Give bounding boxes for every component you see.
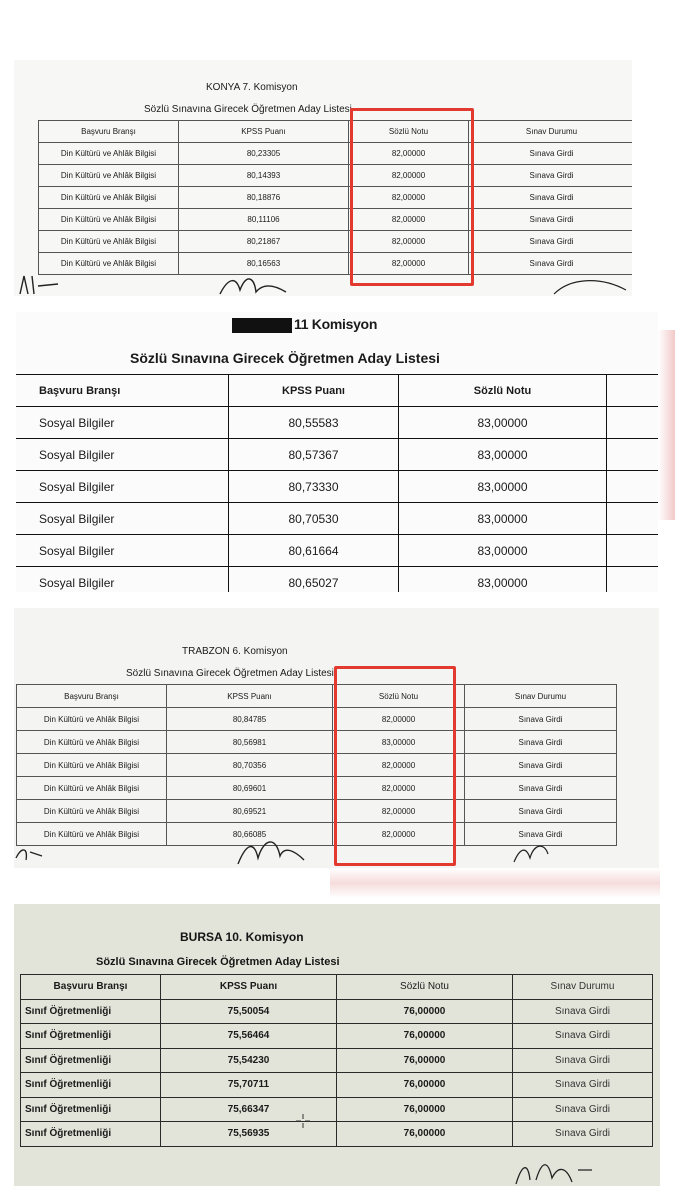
cell-kpss: 80,11106 bbox=[179, 209, 349, 231]
cell-status: Sınava Girdi bbox=[469, 253, 633, 275]
cell-status: Sınava Girdi bbox=[513, 1024, 653, 1049]
table-row bbox=[21, 1073, 653, 1098]
cell-empty bbox=[607, 503, 659, 535]
table-row bbox=[17, 754, 617, 777]
cell-status: Sınava Girdi bbox=[465, 708, 617, 731]
table-row bbox=[17, 800, 617, 823]
table-row bbox=[16, 407, 658, 439]
candidate-table bbox=[38, 120, 632, 275]
cell-kpss: 80,61664 bbox=[229, 535, 399, 567]
table-row bbox=[17, 708, 617, 731]
cell-oral-grade: 76,00000 bbox=[337, 1024, 513, 1049]
cell-oral-grade: 76,00000 bbox=[337, 1097, 513, 1122]
table-row bbox=[21, 1122, 653, 1147]
cell-kpss: 75,56464 bbox=[161, 1024, 337, 1049]
cell-kpss: 75,54230 bbox=[161, 1048, 337, 1073]
cell-branch: Din Kültürü ve Ahlâk Bilgisi bbox=[39, 231, 179, 253]
header-kpss: KPSS Puanı bbox=[161, 975, 337, 1000]
cell-oral-grade: 83,00000 bbox=[333, 731, 465, 754]
cell-status: Sınava Girdi bbox=[469, 165, 633, 187]
table-header-row bbox=[16, 375, 658, 407]
signature-marks bbox=[14, 272, 632, 296]
cell-oral-grade: 82,00000 bbox=[349, 165, 469, 187]
table-header-row bbox=[39, 121, 633, 143]
cell-branch: Sosyal Bilgiler bbox=[16, 471, 229, 503]
table-row bbox=[21, 1097, 653, 1122]
cell-status: Sınava Girdi bbox=[469, 231, 633, 253]
cell-oral-grade: 82,00000 bbox=[333, 754, 465, 777]
bursa-document-panel bbox=[14, 904, 660, 1186]
cell-kpss: 75,50054 bbox=[161, 999, 337, 1024]
photo-edge-artifact bbox=[330, 868, 660, 898]
cell-branch: Sınıf Öğretmenliği bbox=[21, 1048, 161, 1073]
list-title: Sözlü Sınavına Girecek Öğretmen Aday Listesi bbox=[126, 668, 334, 679]
cell-kpss: 80,66085 bbox=[167, 823, 333, 846]
header-exam-status: Sınav Durumu bbox=[465, 685, 617, 708]
cell-kpss: 75,56935 bbox=[161, 1122, 337, 1147]
header-oral-grade: Sözlü Notu bbox=[349, 121, 469, 143]
header-kpss: KPSS Puanı bbox=[167, 685, 333, 708]
cell-status: Sınava Girdi bbox=[513, 1122, 653, 1147]
cell-kpss: 80,56981 bbox=[167, 731, 333, 754]
cell-branch: Sosyal Bilgiler bbox=[16, 407, 229, 439]
commission-title: 11 Komisyon bbox=[232, 316, 377, 333]
cell-branch: Din Kültürü ve Ahlâk Bilgisi bbox=[39, 187, 179, 209]
header-oral-grade: Sözlü Notu bbox=[333, 685, 465, 708]
cell-oral-grade: 83,00000 bbox=[399, 471, 607, 503]
cell-branch: Din Kültürü ve Ahlâk Bilgisi bbox=[17, 708, 167, 731]
cell-status: Sınava Girdi bbox=[465, 754, 617, 777]
table-row bbox=[39, 209, 633, 231]
cell-oral-grade: 83,00000 bbox=[399, 567, 607, 593]
cell-oral-grade: 82,00000 bbox=[349, 143, 469, 165]
header-branch: Başvuru Branşı bbox=[21, 975, 161, 1000]
table-row bbox=[39, 165, 633, 187]
cell-kpss: 80,69601 bbox=[167, 777, 333, 800]
cell-oral-grade: 82,00000 bbox=[333, 823, 465, 846]
cell-branch: Sınıf Öğretmenliği bbox=[21, 1073, 161, 1098]
candidate-table bbox=[16, 684, 617, 846]
cell-empty bbox=[607, 471, 659, 503]
cell-kpss: 80,16563 bbox=[179, 253, 349, 275]
cell-oral-grade: 76,00000 bbox=[337, 999, 513, 1024]
cell-kpss: 80,55583 bbox=[229, 407, 399, 439]
cell-status: Sınava Girdi bbox=[465, 731, 617, 754]
cell-kpss: 80,70530 bbox=[229, 503, 399, 535]
cell-branch: Sınıf Öğretmenliği bbox=[21, 999, 161, 1024]
table-row bbox=[16, 439, 658, 471]
cell-status: Sınava Girdi bbox=[513, 999, 653, 1024]
cell-kpss: 80,65027 bbox=[229, 567, 399, 593]
cell-oral-grade: 82,00000 bbox=[333, 800, 465, 823]
cell-oral-grade: 82,00000 bbox=[333, 708, 465, 731]
table-row bbox=[17, 731, 617, 754]
commission-title: TRABZON 6. Komisyon bbox=[182, 646, 288, 657]
cell-oral-grade: 76,00000 bbox=[337, 1048, 513, 1073]
header-kpss: KPSS Puanı bbox=[179, 121, 349, 143]
cell-status: Sınava Girdi bbox=[465, 823, 617, 846]
cell-branch: Din Kültürü ve Ahlâk Bilgisi bbox=[39, 165, 179, 187]
header-kpss: KPSS Puanı bbox=[229, 375, 399, 407]
table-row bbox=[21, 1048, 653, 1073]
commission-title: KONYA 7. Komisyon bbox=[206, 82, 298, 93]
cell-branch: Din Kültürü ve Ahlâk Bilgisi bbox=[39, 209, 179, 231]
table-row bbox=[39, 187, 633, 209]
cell-kpss: 80,21867 bbox=[179, 231, 349, 253]
cell-branch: Din Kültürü ve Ahlâk Bilgisi bbox=[17, 800, 167, 823]
oral-grade-highlight bbox=[334, 666, 456, 866]
cell-empty bbox=[607, 567, 659, 593]
cell-empty bbox=[607, 407, 659, 439]
cell-branch: Din Kültürü ve Ahlâk Bilgisi bbox=[17, 777, 167, 800]
cell-oral-grade: 83,00000 bbox=[399, 407, 607, 439]
cell-status: Sınava Girdi bbox=[465, 800, 617, 823]
cell-empty bbox=[607, 535, 659, 567]
cell-oral-grade: 82,00000 bbox=[333, 777, 465, 800]
table-header-row bbox=[21, 975, 653, 1000]
cell-kpss: 80,70356 bbox=[167, 754, 333, 777]
cell-status: Sınava Girdi bbox=[469, 209, 633, 231]
cell-oral-grade: 76,00000 bbox=[337, 1073, 513, 1098]
oral-grade-highlight bbox=[350, 108, 474, 286]
van-document-panel bbox=[16, 312, 658, 592]
table-row bbox=[21, 999, 653, 1024]
cell-oral-grade: 82,00000 bbox=[349, 187, 469, 209]
cell-kpss: 80,73330 bbox=[229, 471, 399, 503]
cell-oral-grade: 82,00000 bbox=[349, 253, 469, 275]
candidate-table bbox=[16, 374, 658, 592]
cell-branch: Din Kültürü ve Ahlâk Bilgisi bbox=[17, 823, 167, 846]
cell-branch: Sınıf Öğretmenliği bbox=[21, 1122, 161, 1147]
cell-branch: Din Kültürü ve Ahlâk Bilgisi bbox=[39, 143, 179, 165]
table-row bbox=[17, 777, 617, 800]
cell-status: Sınava Girdi bbox=[513, 1073, 653, 1098]
header-branch: Başvuru Branşı bbox=[16, 375, 229, 407]
cell-branch: Din Kültürü ve Ahlâk Bilgisi bbox=[17, 754, 167, 777]
cell-status: Sınava Girdi bbox=[513, 1048, 653, 1073]
cell-status: Sınava Girdi bbox=[513, 1097, 653, 1122]
table-row bbox=[16, 567, 658, 593]
cell-oral-grade: 82,00000 bbox=[349, 231, 469, 253]
candidate-table bbox=[20, 974, 653, 1147]
cell-oral-grade: 83,00000 bbox=[399, 439, 607, 471]
table-row bbox=[39, 143, 633, 165]
header-oral-grade: Sözlü Notu bbox=[399, 375, 607, 407]
cell-kpss: 80,57367 bbox=[229, 439, 399, 471]
cell-kpss: 80,14393 bbox=[179, 165, 349, 187]
cell-oral-grade: 82,00000 bbox=[349, 209, 469, 231]
header-oral-grade: Sözlü Notu bbox=[337, 975, 513, 1000]
cell-kpss: 80,69521 bbox=[167, 800, 333, 823]
cell-branch: Sosyal Bilgiler bbox=[16, 535, 229, 567]
list-title: Sözlü Sınavına Girecek Öğretmen Aday Listesi bbox=[130, 350, 440, 366]
redaction-bar bbox=[232, 318, 292, 333]
signature-marks bbox=[512, 1156, 622, 1186]
header-exam-status: Sınav Durumu bbox=[513, 975, 653, 1000]
cell-empty bbox=[607, 439, 659, 471]
cell-oral-grade: 83,00000 bbox=[399, 503, 607, 535]
cell-branch: Sosyal Bilgiler bbox=[16, 503, 229, 535]
cell-branch: Din Kültürü ve Ahlâk Bilgisi bbox=[17, 731, 167, 754]
cell-kpss: 75,70711 bbox=[161, 1073, 337, 1098]
trabzon-document-panel bbox=[14, 608, 659, 868]
cell-kpss: 80,18876 bbox=[179, 187, 349, 209]
cell-status: Sınava Girdi bbox=[469, 143, 633, 165]
cell-branch: Sınıf Öğretmenliği bbox=[21, 1024, 161, 1049]
header-branch: Başvuru Branşı bbox=[39, 121, 179, 143]
cell-kpss: 80,23305 bbox=[179, 143, 349, 165]
table-row bbox=[16, 471, 658, 503]
table-row bbox=[39, 231, 633, 253]
cell-branch: Sosyal Bilgiler bbox=[16, 439, 229, 471]
cell-status: Sınava Girdi bbox=[469, 187, 633, 209]
cell-oral-grade: 83,00000 bbox=[399, 535, 607, 567]
cell-branch: Sınıf Öğretmenliği bbox=[21, 1097, 161, 1122]
header-empty bbox=[607, 375, 659, 407]
table-row bbox=[16, 535, 658, 567]
cell-oral-grade: 76,00000 bbox=[337, 1122, 513, 1147]
konya-document-panel bbox=[14, 60, 632, 296]
cell-kpss: 80,84785 bbox=[167, 708, 333, 731]
photo-edge-artifact bbox=[658, 330, 675, 520]
table-row bbox=[21, 1024, 653, 1049]
header-branch: Başvuru Branşı bbox=[17, 685, 167, 708]
cell-branch: Din Kültürü ve Ahlâk Bilgisi bbox=[39, 253, 179, 275]
cell-branch: Sosyal Bilgiler bbox=[16, 567, 229, 593]
list-title: Sözlü Sınavına Girecek Öğretmen Aday Listesi bbox=[144, 104, 352, 115]
cursor-crosshair-icon bbox=[296, 1114, 310, 1128]
list-title: Sözlü Sınavına Girecek Öğretmen Aday Listesi bbox=[96, 956, 340, 968]
cell-status: Sınava Girdi bbox=[465, 777, 617, 800]
table-header-row bbox=[17, 685, 617, 708]
header-exam-status: Sınav Durumu bbox=[469, 121, 633, 143]
commission-title: BURSA 10. Komisyon bbox=[180, 930, 304, 944]
cell-kpss: 75,66347 bbox=[161, 1097, 337, 1122]
table-row bbox=[16, 503, 658, 535]
